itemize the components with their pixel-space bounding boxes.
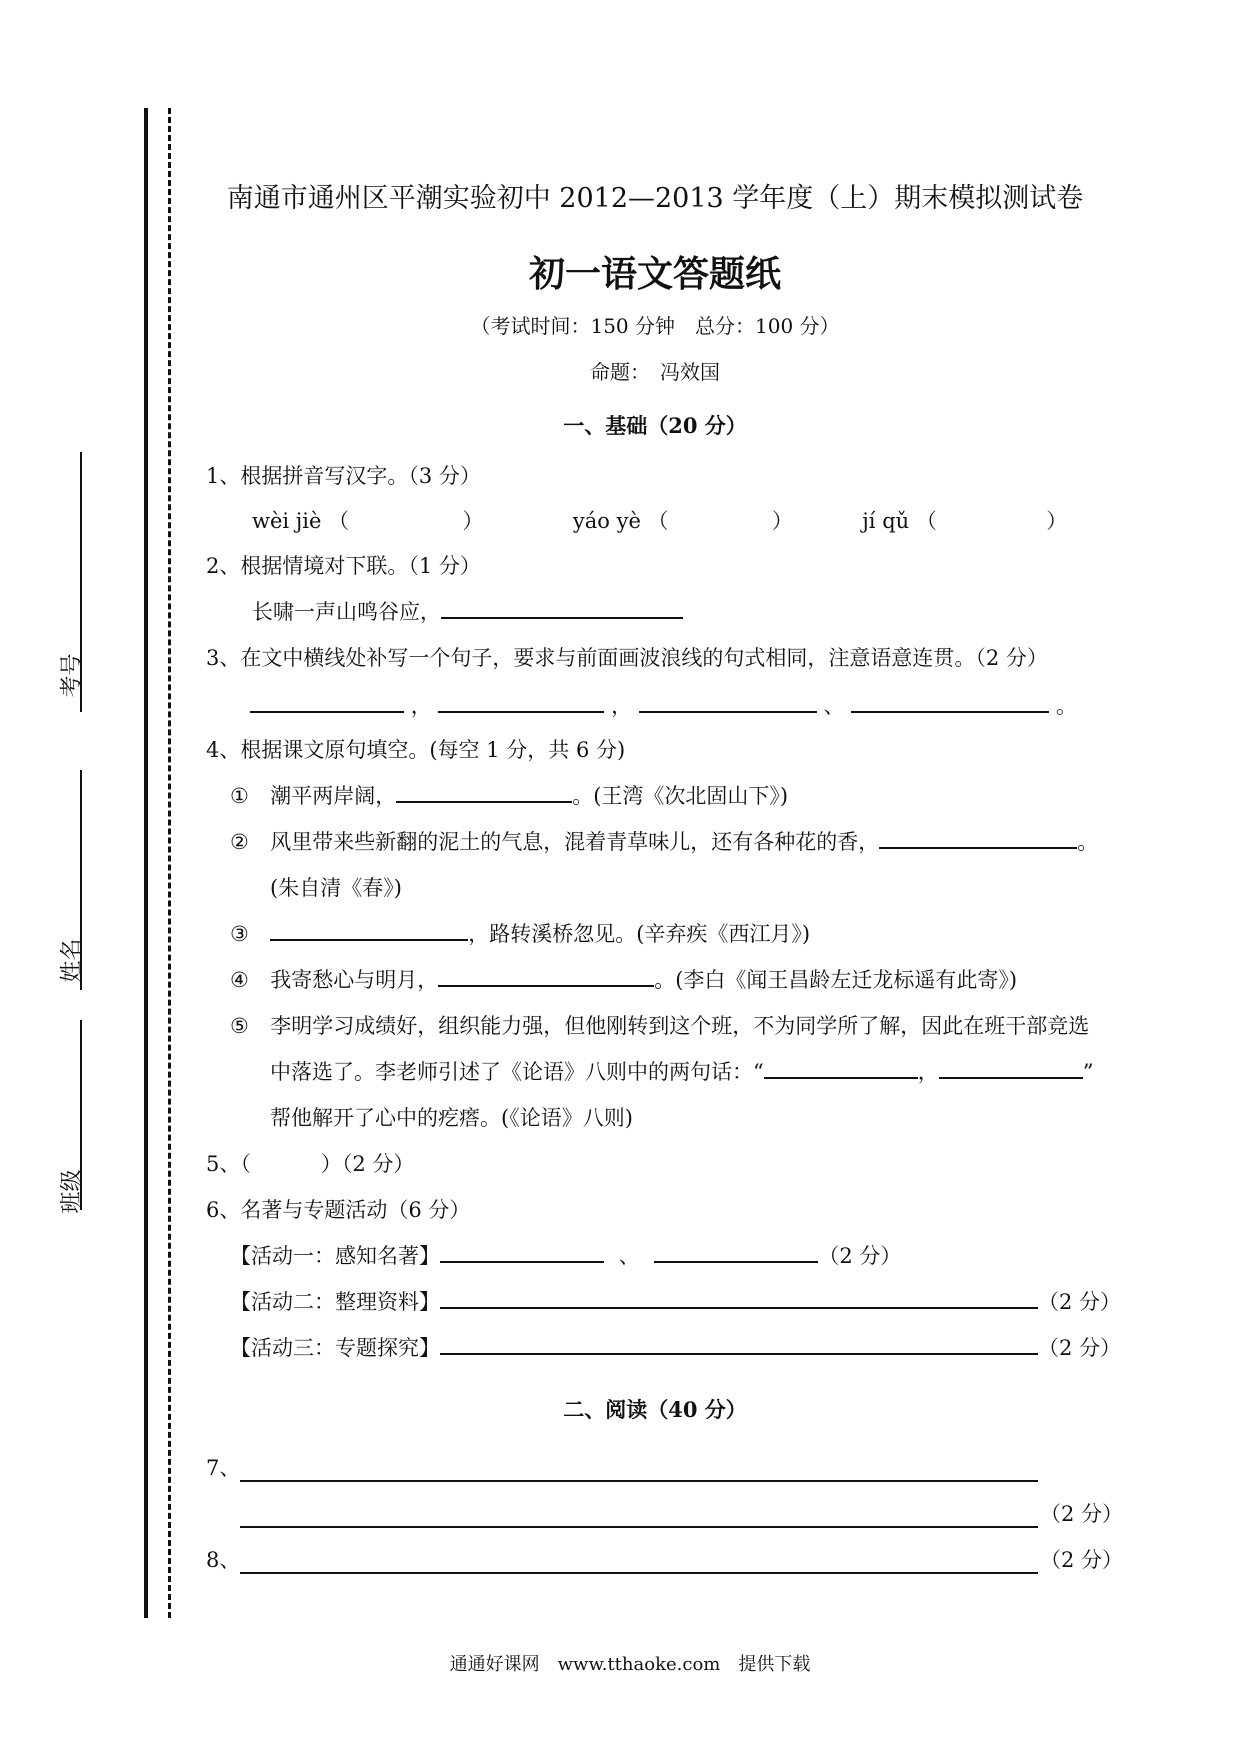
- q4-item-1: [230, 780, 788, 810]
- q1-item-2-open: yáo yè （: [572, 509, 669, 533]
- q8-num: 8、: [206, 1548, 241, 1572]
- q4-item-2: [230, 826, 1098, 856]
- q4-blank-3[interactable]: [270, 938, 468, 941]
- q2-answer-blank[interactable]: [441, 616, 683, 619]
- class-label: 班级: [59, 1169, 85, 1214]
- q2-prompt: 长啸一声山鸣谷应，: [252, 600, 441, 624]
- q2-text: 2、根据情境对下联。（1 分）: [206, 554, 481, 578]
- q3-sep-2: ，: [611, 694, 633, 718]
- q4-item-4: [230, 964, 1017, 994]
- q4-item-2-source: (朱自清《春》): [270, 876, 402, 900]
- q4-item-5-comma: ，: [917, 1060, 939, 1084]
- q4-item-5-line2: [270, 1056, 1093, 1086]
- q4-item-4-source: 。(李白《闻王昌龄左迁龙标遥有此寄》): [654, 968, 1018, 992]
- q1-item-3-open: jí qǔ （: [862, 509, 937, 533]
- q6-activity-1-label: 【活动一：感知名著】: [230, 1244, 440, 1268]
- q1-item-3-close: ）: [1046, 509, 1068, 533]
- exam-no-label: 考号: [59, 653, 85, 698]
- name-label: 姓名: [59, 938, 85, 983]
- q1-item-2-close: ）: [771, 509, 793, 533]
- q6-activity-2: [230, 1286, 1121, 1316]
- q4-item-2-end: 。: [1077, 830, 1099, 854]
- q6-activity-2-label: 【活动二：整理资料】: [230, 1290, 440, 1314]
- q4-blank-5[interactable]: [764, 1076, 918, 1079]
- q3-sep-1: ，: [410, 694, 432, 718]
- q4-item-3: [230, 918, 810, 948]
- q6-activity-2-points: （2 分）: [1038, 1290, 1122, 1314]
- section-2-heading: 二、阅读（40 分）: [563, 1397, 747, 1422]
- q4-item-1-num: ①: [230, 784, 249, 808]
- q3-blank-4[interactable]: [851, 710, 1049, 713]
- q4-blank-6[interactable]: [939, 1076, 1083, 1079]
- q3-blanks: [250, 690, 1077, 720]
- q4-blank-4[interactable]: [438, 984, 654, 987]
- q4-item-2-num: ②: [230, 830, 249, 854]
- q8-points: （2 分）: [1040, 1548, 1124, 1572]
- q1-item-1-open: wèi jiè （: [252, 509, 350, 533]
- q4-item-5-text: 李明学习成绩好，组织能力强，但他刚转到这个班，不为同学所了解，因此在班干部竞选: [270, 1014, 1090, 1038]
- q7-blank-1[interactable]: [240, 1480, 1038, 1482]
- exam-title: 南通市通州区平潮实验初中 2012—2013 学年度（上）期末模拟测试卷: [226, 183, 1084, 214]
- q6-blank-2[interactable]: [654, 1260, 818, 1263]
- q8-blank[interactable]: [240, 1572, 1038, 1574]
- q4-item-5-text-2: 中落选了。李老师引述了《论语》八则中的两句话：“: [270, 1060, 764, 1084]
- section-1-heading: 一、基础（20 分）: [563, 413, 747, 438]
- q3-text: 3、在文中横线处补写一个句子，要求与前面画波浪线的句式相同，注意语意连贯。（2 分）: [206, 646, 1048, 670]
- q1-item-1-close: ）: [462, 509, 484, 533]
- q6-activity-1-points: （2 分）: [818, 1244, 902, 1268]
- q5-line: [206, 1148, 414, 1178]
- q6-blank-3[interactable]: [440, 1306, 1038, 1309]
- q6-activity-3-points: （2 分）: [1038, 1336, 1122, 1360]
- author-line: 命题： 冯效国: [590, 360, 720, 384]
- q4-blank-2[interactable]: [879, 846, 1077, 849]
- q6-text: 6、名著与专题活动（6 分）: [206, 1198, 471, 1222]
- q4-item-4-text: 我寄愁心与明月，: [270, 968, 439, 992]
- q3-blank-2[interactable]: [438, 710, 604, 713]
- q4-item-4-num: ④: [230, 968, 249, 992]
- q1-text: 1、根据拼音写汉字。（3 分）: [206, 464, 481, 488]
- q5-open: 5、（: [206, 1152, 251, 1176]
- q4-item-2-text: 风里带来些新翻的泥土的气息，混着青草味儿，还有各种花的香，: [270, 830, 880, 854]
- q4-item-5-line3: 帮他解开了心中的疙瘩。(《论语》八则): [270, 1106, 633, 1130]
- q1-pinyin-row: [252, 505, 1067, 535]
- answer-sheet-title: 初一语文答题纸: [528, 253, 781, 295]
- q4-item-5-num: ⑤: [230, 1014, 249, 1038]
- q6-activity-1-sep: 、: [618, 1244, 640, 1268]
- q6-activity-1: [230, 1240, 901, 1270]
- q4-item-3-num: ③: [230, 922, 249, 946]
- q6-activity-3: [230, 1332, 1121, 1362]
- q4-text: 4、根据课文原句填空。(每空 1 分，共 6 分): [206, 738, 626, 762]
- q3-sep-4: 。: [1055, 694, 1077, 718]
- q3-blank-1[interactable]: [250, 710, 404, 713]
- q5-close: ）（2 分）: [320, 1152, 415, 1176]
- q4-item-1-source: 。(王湾《次北固山下》): [572, 784, 789, 808]
- q4-item-5-quote-close: ”: [1082, 1060, 1094, 1084]
- q7-blank-2[interactable]: [240, 1526, 1038, 1528]
- q4-item-3-text: ，路转溪桥忽见。(辛弃疾《西江月》): [468, 922, 811, 946]
- q6-blank-1[interactable]: [440, 1260, 604, 1263]
- exam-info: （考试时间：150 分钟 总分：100 分）: [470, 314, 840, 338]
- q4-item-5: [230, 1010, 1089, 1040]
- footer-note: 通通好课网 www.tthaoke.com 提供下载: [449, 1654, 811, 1675]
- q6-blank-4[interactable]: [440, 1352, 1038, 1355]
- q2-line: [252, 596, 683, 626]
- q3-blank-3[interactable]: [639, 710, 817, 713]
- q4-item-1-text: 潮平两岸阔，: [270, 784, 397, 808]
- q7-num: 7、: [206, 1456, 241, 1480]
- q6-activity-3-label: 【活动三：专题探究】: [230, 1336, 440, 1360]
- q4-blank-1[interactable]: [396, 800, 572, 803]
- q7-points: （2 分）: [1040, 1502, 1124, 1526]
- q3-sep-3: 、: [823, 694, 845, 718]
